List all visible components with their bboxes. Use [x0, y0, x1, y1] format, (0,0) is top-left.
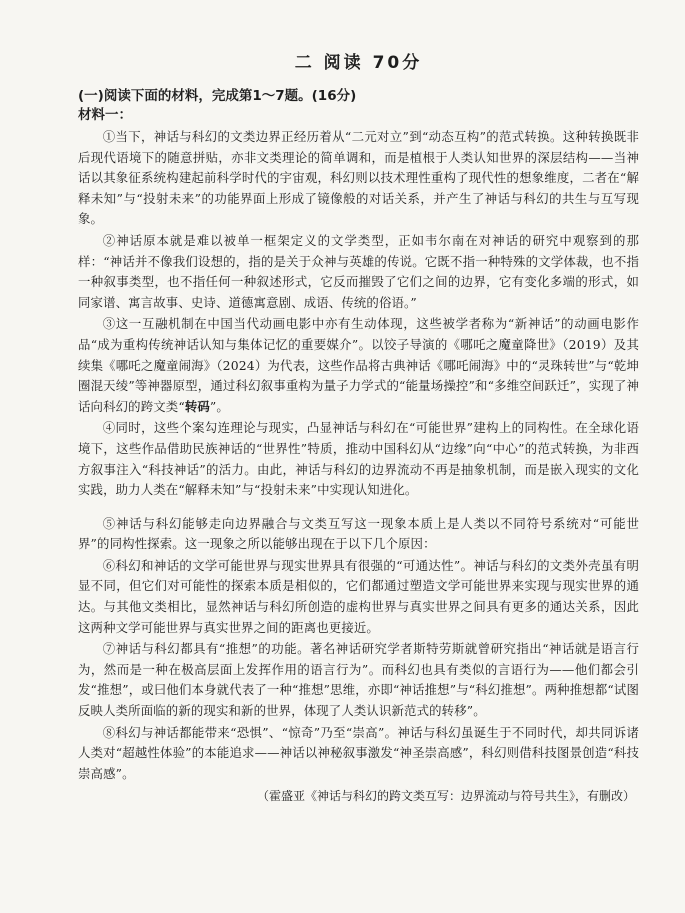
paragraph-6: ⑥科幻和神话的文学可能世界与现实世界具有很强的“可通达性”。神话与科幻的文类外壳虽有明显不同，但它们对可能性的探索本质是相似的，它们都通过塑造文学可能世界来实现与现实世界的通达。与其他文类相比，显然神话与科幻所创造的虚构世界与真实世界之间具有更多的通达关系，因此这两种文学可能世界与真实世界之间的距离也更接近。 — [78, 557, 639, 635]
paragraph-5: ⑤神话与科幻能够走向边界融合与文类互写这一现象本质上是人类以不同符号系统对“可能世界”的同构性探索。这一现象之所以能够出现在于以下几个原因： — [78, 515, 639, 552]
paragraph-gap — [78, 502, 639, 514]
paragraph-4: ④同时，这些个案勾连理论与现实，凸显神话与科幻在“可能世界”建构上的同构性。在全球化语境下，这些作品借助民族神话的“世界性”特质，推动中国科幻从“边缘”向“中心”的范式转换，为非西方叙事注入“科技神话”的活力。由此，神话与科幻的边界流动不再是抽象机制，而是嵌入现实的文化实践，助力人类在“解释未知”与“投射未来”中实现认知进化。 — [78, 420, 639, 498]
paragraph-7: ⑦神话与科幻都具有“推想”的功能。著名神话研究学者斯特劳斯就曾研究指出“神话就是语言行为，然而是一种在极高层面上发挥作用的语言行为”。而科幻也具有类似的言语行为——他们都会引发“推想”，或曰他们本身就代表了一种“推想”思维，亦即“神话推想”与“科幻推想”。两种推想都“试图反映人类所面临的新的现实和新的世界，体现了人类认识新范式的转移”。 — [78, 641, 639, 719]
paragraph-1: ①当下，神话与科幻的文类边界正经历着从“二元对立”到“动态互构”的范式转换。这种转换既非后现代语境下的随意拼贴，亦非文类理论的简单调和，而是植根于人类认知世界的深层结构——当神话以其象征系统构建起前科学时代的宇宙观，科幻则以技术理性重构了现代性的想象维度，二者在“解释未知”与“投射未来”的功能界面上形成了镜像般的对话关系，并产生了神话与科幻的共生与互写现象。 — [78, 129, 639, 227]
paragraph-3-text: ③这一互融机制在中国当代动画电影中亦有生动体现，这些被学者称为“新神话”的动画电影作品“成为重构传统神话认知与集体记忆的重要媒介”。以饺子导演的《哪吒之魔童降世》（2019）及其续集《哪吒之魔童闹海》（2024）为代表，这些作品将古典神话《哪吒闹海》中的“灵珠转世”与“乾坤圈混天绫”等神器原型，通过科幻叙事重构为量子力学式的“能量场操控”和“多维空间跃迁”，实现了神话向科幻的跨文类“ — [78, 316, 639, 414]
section-title: 二 阅读 70分 — [294, 53, 423, 73]
material-label: 材料一： — [78, 107, 132, 123]
paragraph-8: ⑧科幻与神话都能带来“恐惧”、“惊奇”乃至“崇高”。神话与科幻虽诞生于不同时代，却共同诉诸人类对“超越性体验”的本能追求——神话以神秘叙事激发“神圣崇高感”，科幻则借科技图景创造“科技崇高感”。 — [78, 724, 639, 781]
paragraph-3-end: ”。 — [209, 398, 229, 414]
paragraph-3-bold-term: 转码 — [184, 398, 210, 414]
paragraph-3 — [78, 314, 639, 417]
question-intro: (一)阅读下面的材料，完成第1～7题。(16分) — [78, 88, 357, 104]
paragraph-2: ②神话原本就是难以被单一框架定义的文学类型，正如韦尔南在对神话的研究中观察到的那样：“神话并不像我们设想的，指的是关于众神与英雄的传说。它既不指一种特殊的文学体裁，也不指一种叙事类型，也不指任何一种叙述形式，它反而摧毁了它们之间的边界，它有变化多端的形式，如同家谱、寓言故事、史诗、道德寓意剧、成语、传统的俗语。” — [78, 232, 639, 310]
source-citation: （霍盛亚《神话与科幻的跨文类互写：边界流动与符号共生》，有删改） — [256, 789, 635, 804]
